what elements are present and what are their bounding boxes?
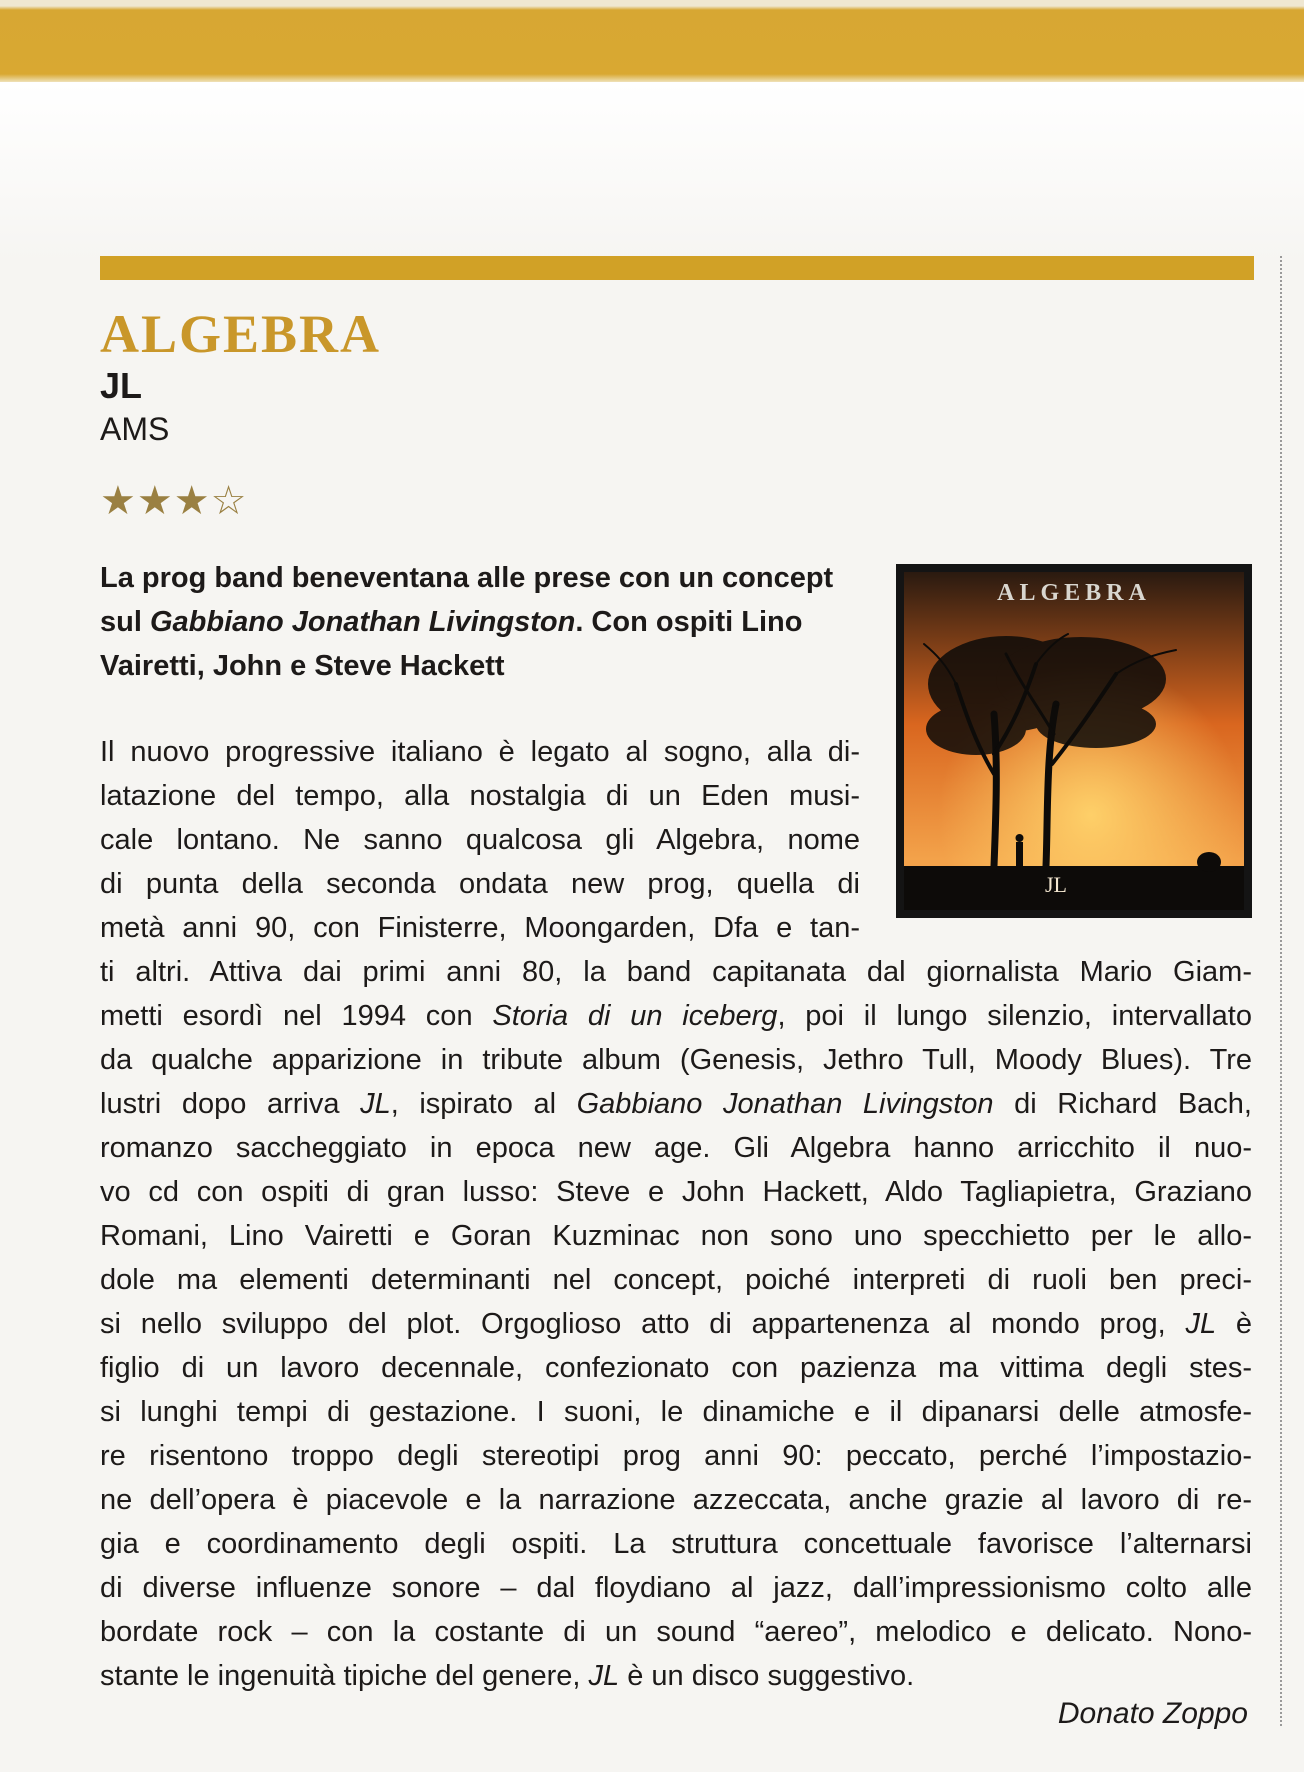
body-text: ne dell’opera è piacevole e la narrazione azzeccata, anche grazie al lavoro di re- (100, 1484, 1252, 1516)
star-filled-icon: ★ (100, 479, 137, 523)
body-text: dole ma elementi determinanti nel concept, poiché interpreti di ruoli ben preci- (100, 1264, 1252, 1296)
body-line (100, 1214, 1252, 1258)
body-text: , ispirato al (390, 1088, 577, 1120)
body-text: si nello sviluppo del plot. Orgoglioso atto di appartenenza al mondo prog, (100, 1308, 1186, 1340)
body-italic-text: JL (1185, 1308, 1217, 1340)
body-line (100, 1346, 1252, 1390)
body-line (100, 1434, 1252, 1478)
body-text: da qualche apparizione in tribute album (Genesis, Jethro Tull, Moody Blues). Tre (100, 1044, 1252, 1076)
cover-title: ALGEBRA (997, 580, 1151, 606)
album-title: JL (100, 365, 143, 406)
body-line (100, 1566, 1252, 1610)
lead-text-2: . Con ospiti Lino Vairetti, John e Steve Hackett (100, 606, 803, 682)
body-text: è (1216, 1308, 1252, 1340)
body-line (100, 1478, 1252, 1522)
body-text: metti esordì nel 1994 con (100, 1000, 493, 1032)
body-line (100, 1170, 1252, 1214)
body-line (100, 1082, 1252, 1126)
body-line (100, 906, 860, 950)
body-text: latazione del tempo, alla nostalgia di un Eden musi- (100, 780, 860, 812)
star-filled-icon: ★ (173, 479, 211, 523)
body-text: ti altri. Attiva dai primi anni 80, la band capitanata dal giornalista Mario Giam- (100, 956, 1252, 988)
body-line (100, 1522, 1252, 1566)
section-rule (100, 256, 1254, 280)
body-italic-text: Gabbiano Jonathan Livingston (576, 1088, 994, 1120)
body-line (100, 994, 1252, 1038)
body-text: re risentono troppo degli stereotipi prog anni 90: peccato, perché l’impostazio- (100, 1440, 1252, 1472)
body-line (100, 950, 1252, 994)
star-filled-icon: ★ (136, 479, 174, 523)
body-line (100, 774, 860, 818)
lead-title-italic: Gabbiano Jonathan Livingston (149, 606, 576, 638)
body-text: cale lontano. Ne sanno qualcosa gli Algebra, nome (100, 824, 860, 856)
body-line (100, 1390, 1252, 1434)
star-rating (100, 478, 247, 524)
cover-monogram: JL (1045, 872, 1067, 897)
body-text: bordate rock – con la costante di un sound “aereo”, melodico e delicato. Nono- (100, 1616, 1252, 1648)
body-text: romanzo saccheggiato in epoca new age. Gli Algebra hanno arricchito il nuo- (100, 1132, 1252, 1164)
body-text: , poi il lungo silenzio, intervallato (777, 1000, 1252, 1032)
body-line (100, 1610, 1252, 1654)
review-body (100, 730, 1252, 1698)
body-line (100, 1038, 1252, 1082)
body-text: stante le ingenuità tipiche del genere, (100, 1660, 589, 1692)
body-line (100, 1302, 1252, 1346)
review-lead (100, 556, 880, 688)
body-line (100, 1126, 1252, 1170)
body-text: Romani, Lino Vairetti e Goran Kuzminac non sono uno specchietto per le allo- (100, 1220, 1252, 1252)
artist-name: ALGEBRA (100, 304, 382, 364)
body-text: vo cd con ospiti di gran lusso: Steve e John Hackett, Aldo Tagliapietra, Graziano (100, 1176, 1252, 1208)
body-line (100, 862, 860, 906)
star-empty-icon: ☆ (210, 479, 248, 523)
body-text: di diverse influenze sonore – dal floydiano al jazz, dall’impressionismo colto alle (100, 1572, 1252, 1604)
body-text: Il nuovo progressive italiano è legato al sogno, alla di- (100, 736, 860, 768)
body-line (100, 818, 860, 862)
body-text: si lunghi tempi di gestazione. I suoni, le dinamiche e il dipanarsi delle atmosfe- (100, 1396, 1252, 1428)
lead-text-1: La prog band beneventana alle prese con un concept sul (100, 562, 834, 638)
body-text: metà anni 90, con Finisterre, Moongarden, Dfa e tan- (100, 912, 860, 944)
body-text: lustri dopo arriva (100, 1088, 361, 1120)
body-text: di punta della seconda ondata new prog, quella di (100, 868, 860, 900)
body-italic-text: Storia di un iceberg (492, 1000, 778, 1032)
body-line (100, 1654, 1252, 1698)
body-line (100, 1258, 1252, 1302)
body-text: figlio di un lavoro decennale, confezionato con pazienza ma vittima degli stes- (100, 1352, 1252, 1384)
record-label: AMS (100, 411, 170, 447)
column-divider (1280, 256, 1282, 1726)
top-color-band (0, 0, 1304, 82)
body-line (100, 730, 860, 774)
body-text: di Richard Bach, (993, 1088, 1252, 1120)
body-italic-text: JL (360, 1088, 391, 1120)
body-italic-text: JL (588, 1660, 620, 1692)
body-text: è un disco suggestivo. (619, 1660, 915, 1692)
body-text: gia e coordinamento degli ospiti. La struttura concettuale favorisce l’alternarsi (100, 1528, 1252, 1560)
page-margin (0, 82, 1304, 262)
review-author: Donato Zoppo (1057, 1697, 1248, 1730)
